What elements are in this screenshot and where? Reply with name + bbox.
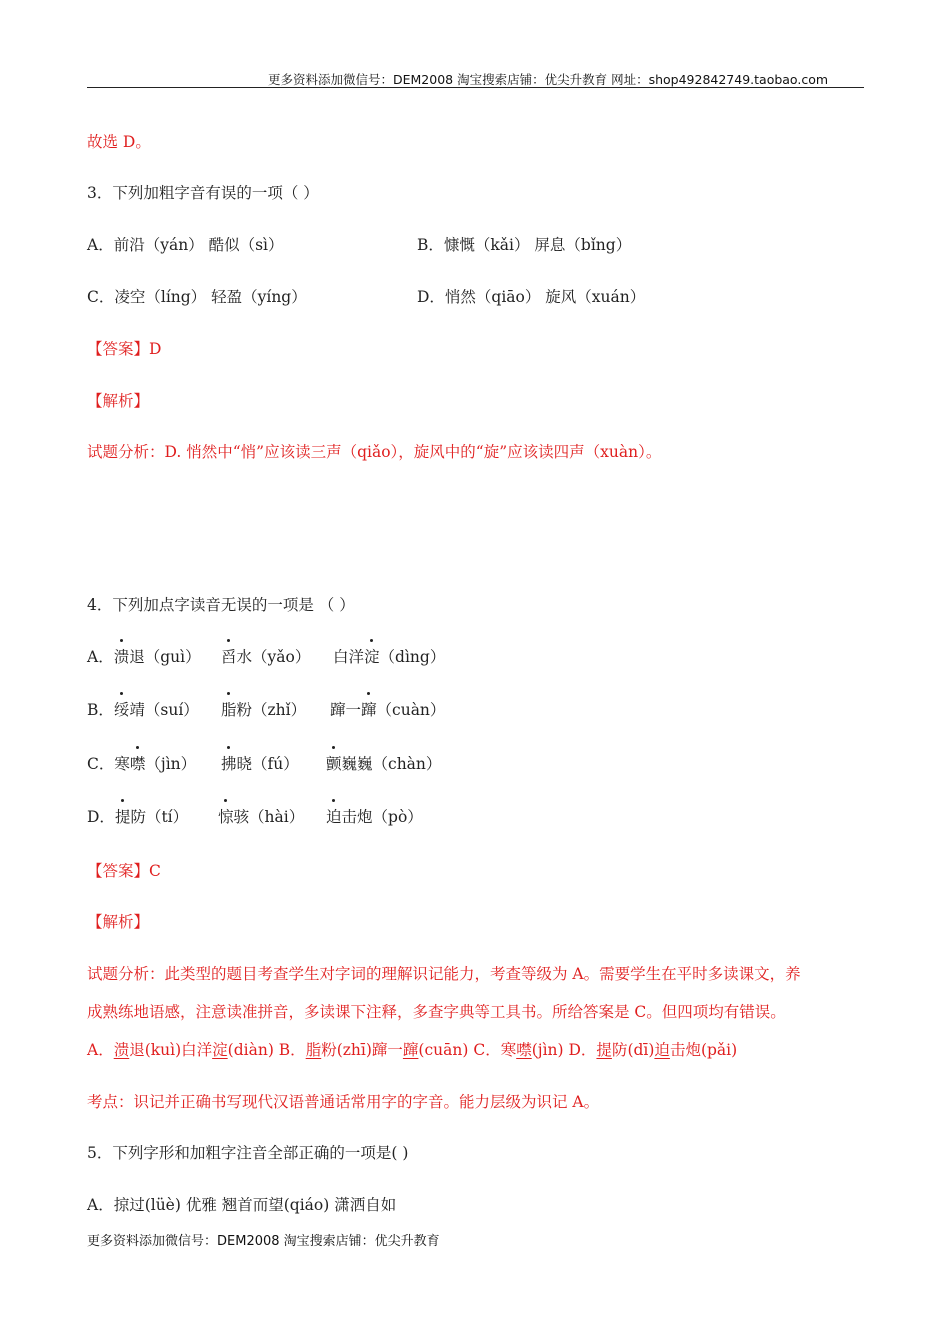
- q4-stem: 4．下列加点字读音无误的一项是 （ ）: [87, 596, 355, 614]
- correction-text: (jìn) D．: [531, 1041, 597, 1059]
- option-label: B．: [87, 701, 114, 719]
- underlined-char: 噤: [516, 1041, 532, 1059]
- q4-option-a-word2: [221, 645, 310, 667]
- option-text: 靖（suí）: [129, 701, 199, 719]
- q3-option-d: D．悄然（qiāo） 旋风（xuán）: [417, 288, 646, 306]
- q3-option-a: A．前沿（yán） 酷似（sì）: [87, 236, 284, 254]
- underlined-char: 提: [596, 1041, 612, 1059]
- option-text: 蹿一: [330, 701, 362, 719]
- dotted-char: 舀: [221, 645, 237, 667]
- dotted-char: 迫: [326, 805, 342, 827]
- q3-option-c: C．凌空（líng） 轻盈（yíng）: [87, 288, 307, 306]
- dotted-char: 蹿: [361, 698, 377, 720]
- page-header: 更多资料添加微信号：DEM2008 淘宝搜索店铺：优尖升教育 网址：shop492842749.taobao.com: [268, 72, 829, 87]
- q4-option-b-word3: [330, 698, 445, 720]
- option-text: 退（guì）: [129, 648, 201, 666]
- q4-analysis-line1: 试题分析：此类型的题目考查学生对字词的理解识记能力，考查等级为 A。需要学生在平时多读课文，养: [87, 965, 801, 983]
- dotted-char: 提: [115, 805, 131, 827]
- correction-text: (cuān) C．寒: [418, 1041, 517, 1059]
- q4-analysis-title: 【解析】: [87, 913, 150, 931]
- correction-text: 击炮(pǎi): [669, 1041, 738, 1059]
- q5-option-a: A．掠过(lüè) 优雅 翘首而望(qiáo) 潇洒自如: [87, 1196, 397, 1214]
- underlined-char: 蹿: [402, 1041, 419, 1059]
- option-text: 晓（fú）: [236, 755, 299, 773]
- q4-option-d: [87, 805, 188, 827]
- option-text: 骇（hài）: [233, 808, 305, 826]
- option-text: 防（tí）: [130, 808, 189, 826]
- option-text: （dìng）: [379, 648, 446, 666]
- q3-analysis: 试题分析：D. 悄然中“悄”应该读三声（qiǎo），旋风中的“旋”应该读四声（xuàn）。: [87, 443, 662, 461]
- underlined-char: 迫: [654, 1041, 670, 1059]
- option-text: 粉（zhǐ）: [236, 701, 307, 719]
- q4-option-d-word3: [326, 805, 423, 827]
- dotted-char: 颤: [326, 752, 342, 774]
- underlined-char: 溃: [113, 1041, 130, 1059]
- dotted-char: 淀: [364, 645, 380, 667]
- underlined-char: 脂: [305, 1041, 322, 1059]
- q4-option-a: [87, 645, 201, 667]
- q4-option-c-word3: [326, 752, 441, 774]
- correction-text: 防(dī): [611, 1041, 655, 1059]
- option-text: （cuàn）: [376, 701, 446, 719]
- option-label: C．: [87, 755, 115, 773]
- option-text: 白洋: [333, 648, 365, 666]
- dotted-char: 溃: [114, 645, 130, 667]
- q4-correction: [87, 1038, 737, 1060]
- q4-option-b: [87, 698, 199, 720]
- option-text: 巍巍（chàn）: [341, 755, 442, 773]
- correction-text: A．: [87, 1041, 114, 1059]
- dotted-char: 绥: [114, 698, 130, 720]
- option-text: 击炮（pò）: [341, 808, 423, 826]
- option-text: 寒: [114, 755, 130, 773]
- q3-answer: 【答案】D: [87, 340, 162, 358]
- q4-option-a-word3: [333, 645, 445, 667]
- option-text: （jìn）: [145, 755, 197, 773]
- option-label: A．: [87, 648, 114, 666]
- q4-kaodian: 考点：识记并正确书写现代汉语普通话常用字的字音。能力层级为识记 A。: [87, 1093, 600, 1111]
- dotted-char: 脂: [221, 698, 237, 720]
- q5-stem: 5．下列字形和加粗字注音全部正确的一项是( ): [87, 1144, 409, 1162]
- correction-text: (diàn) B．: [227, 1041, 306, 1059]
- q4-option-b-word2: [221, 698, 306, 720]
- q3-stem: 3．下列加粗字音有误的一项（ ）: [87, 184, 319, 202]
- underlined-char: 淀: [212, 1041, 228, 1059]
- header-divider: [87, 87, 864, 88]
- dotted-char: 拂: [221, 752, 237, 774]
- option-text: 水（yǎo）: [236, 648, 311, 666]
- correction-text: 粉(zhī)蹿一: [321, 1041, 403, 1059]
- q4-option-d-word2: [218, 805, 304, 827]
- q4-option-c-word2: [221, 752, 299, 774]
- q3-option-b: B．慷慨（kǎi） 屏息（bǐng）: [417, 236, 632, 254]
- page-footer: 更多资料添加微信号：DEM2008 淘宝搜索店铺：优尖升教育: [87, 1234, 440, 1249]
- correction-text: 退(kuì)白洋: [129, 1041, 213, 1059]
- dotted-char: 惊: [218, 805, 234, 827]
- option-label: D．: [87, 808, 115, 826]
- dotted-char: 噤: [130, 752, 146, 774]
- prev-conclusion: 故选 D。: [87, 133, 151, 151]
- q4-answer: 【答案】C: [87, 862, 161, 880]
- q4-option-c: [87, 752, 196, 774]
- q3-analysis-title: 【解析】: [87, 392, 150, 410]
- q4-analysis-line2: 成熟练地语感，注意读准拼音，多读课下注释，多查字典等工具书。所给答案是 C。但四项均有错误。: [87, 1003, 786, 1021]
